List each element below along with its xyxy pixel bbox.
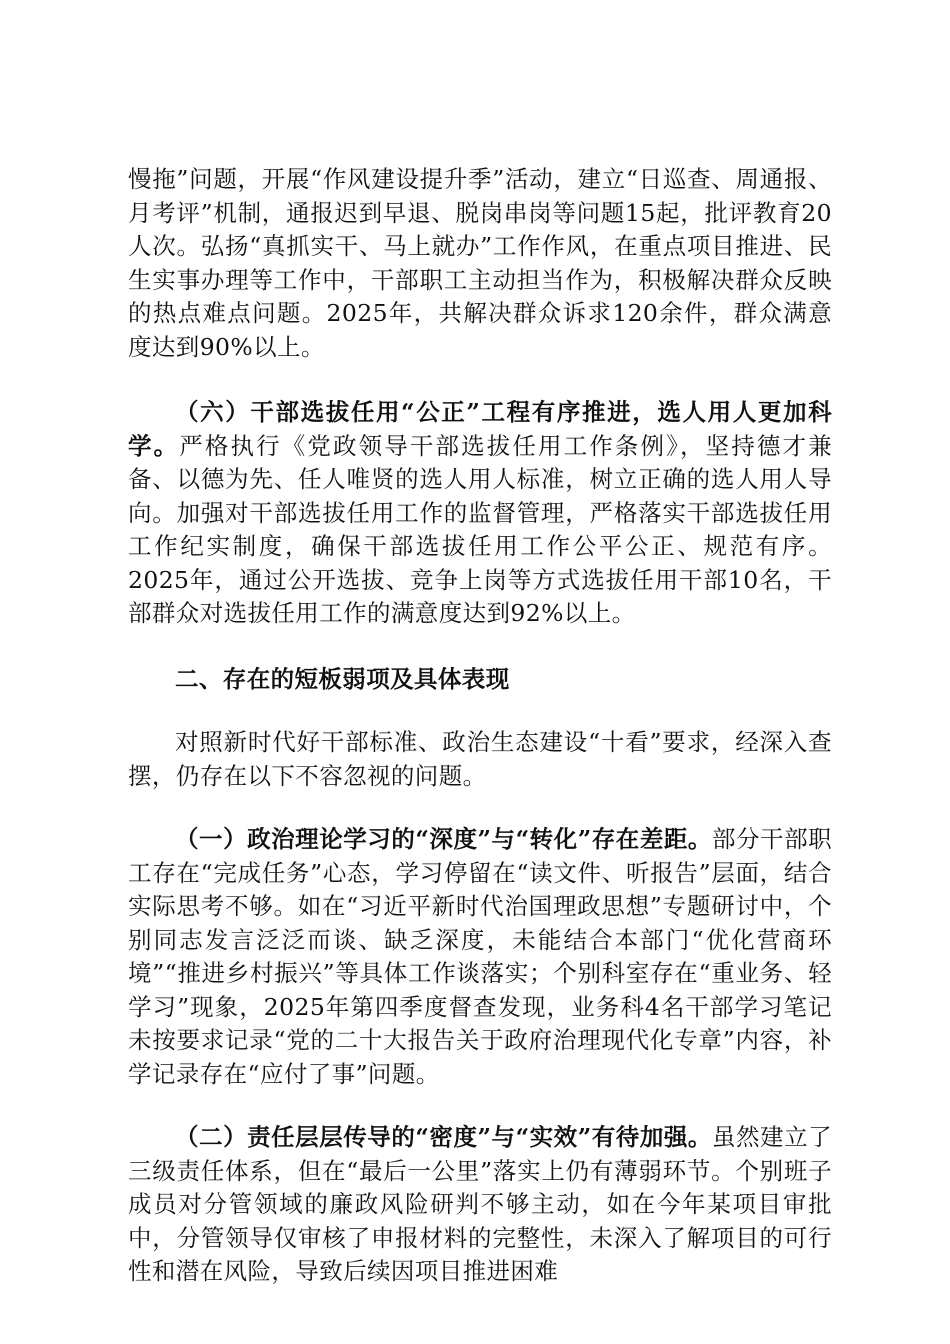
section-heading	[128, 663, 832, 697]
paragraph-text: 部分干部职工存在“完成任务”心态，学习停留在“读文件、听报告”层面，结合实际思考不够。如在“习近平新时代治国理政思想”专题研讨中，个别同志发言泛泛而谈、缺乏深度，未能结合本部门“优化营商环境”“推进乡村振兴”等具体工作谈落实；个别科室存在“重业务、轻学习”现象，2025年第四季度督查发现，业务科4名干部学习笔记未按要求记录“党的二十大报告关于政府治理现代化专章”内容，补学记录存在“应付了事”问题。	[128, 825, 832, 1088]
paragraph-lead: （六）干部选拔任用“公正”工程有序推进，选人用人更加科学。	[128, 398, 832, 460]
section-heading-text: 二、存在的短板弱项及具体表现	[175, 664, 510, 693]
paragraph-text: 严格执行《党政领导干部选拔任用工作条例》，坚持德才兼备、以德为先、任人唯贤的选人用人标准，树立正确的选人用人导向。加强对干部选拔任用工作的监督管理，严格落实干部选拔任用工作纪实制度，确保干部选拔任用工作公平公正、规范有序。2025年，通过公开选拔、竞争上岗等方式选拔任用干部10名，干部群众对选拔任用工作的满意度达到92%以上。	[128, 431, 832, 627]
document-page	[128, 163, 832, 1289]
paragraph-responsibility	[128, 1121, 832, 1289]
paragraph-continuation	[128, 163, 832, 364]
paragraph-lead: （二）责任层层传导的“密度”与“实效”有待加强。	[175, 1123, 712, 1151]
paragraph-intro	[128, 726, 832, 793]
paragraph-lead: （一）政治理论学习的“深度”与“转化”存在差距。	[175, 825, 712, 853]
paragraph-text: 虽然建立了三级责任体系，但在“最后一公里”落实上仍有薄弱环节。个别班子成员对分管领域的廉政风险研判不够主动，如在今年某项目审批中，分管领导仅审核了申报材料的完整性，未深入了解项目的可行性和潜在风险，导致后续因项目推进困难	[128, 1123, 832, 1285]
paragraph-text: 慢拖”问题，开展“作风建设提升季”活动，建立“日巡查、周通报、月考评”机制，通报迟到早退、脱岗串岗等问题15起，批评教育20人次。弘扬“真抓实干、马上就办”工作作风，在重点项目推进、民生实事办理等工作中，干部职工主动担当作为，积极解决群众反映的热点难点问题。2025年，共解决群众诉求120余件，群众满意度达到90%以上。	[128, 165, 832, 361]
paragraph-cadre-selection	[128, 396, 832, 631]
paragraph-theory-study	[128, 823, 832, 1091]
paragraph-text: 对照新时代好干部标准、政治生态建设“十看”要求，经深入查摆，仍存在以下不容忽视的问题。	[128, 728, 832, 790]
